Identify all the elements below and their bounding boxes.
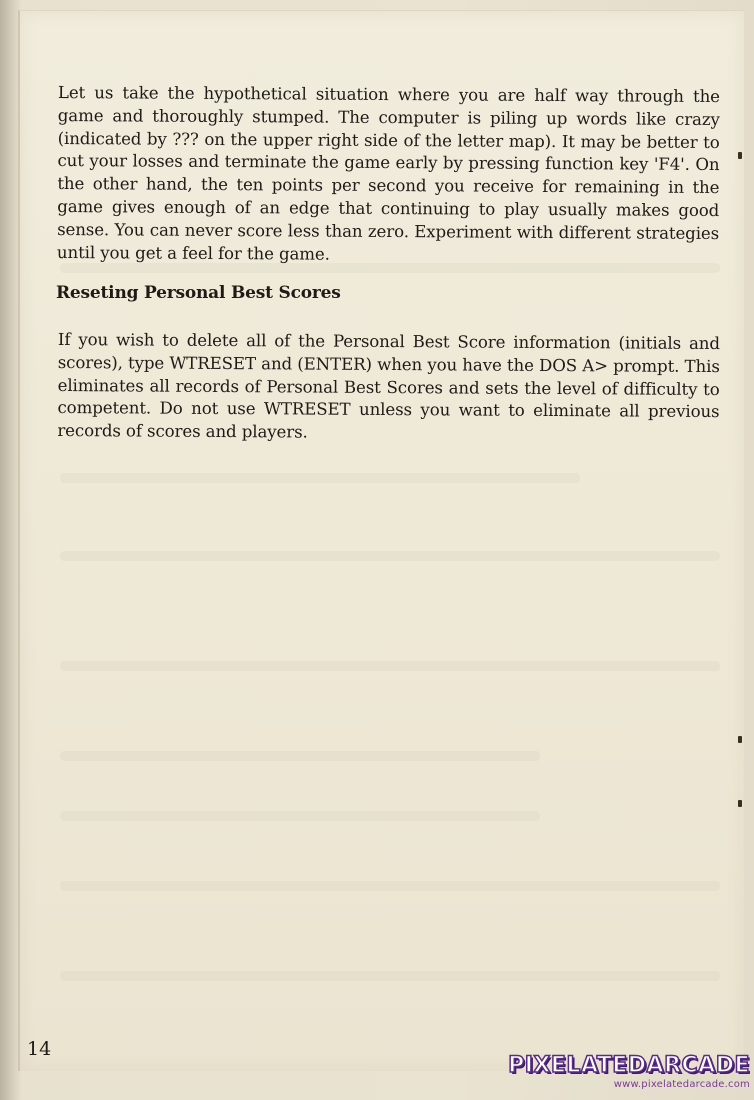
page-number: 14 — [27, 1038, 52, 1060]
binding-mark — [738, 152, 742, 159]
bleed-through-line — [60, 881, 720, 891]
bleed-through-line — [60, 971, 720, 981]
body-paragraph-wtreset: If you wish to delete all of the Personal Best Score information (initials and scores), type WTRESET and (ENTER) when you have the DOS A> prompt. This eliminates all records of Personal Best Scores and sets the level of difficulty to competent. Do not use WTRESET unless you want to eliminate all previous records of scores and players. — [57, 329, 720, 442]
bleed-through-line — [60, 811, 540, 821]
binding-mark — [738, 800, 742, 807]
bleed-through-line — [60, 473, 580, 483]
bleed-through-line — [60, 751, 540, 761]
bleed-through-line — [60, 661, 720, 671]
watermark-url: www.pixelatedarcade.com — [613, 1079, 750, 1090]
binding-mark — [738, 736, 742, 743]
watermark-title: PIXELATEDARCADE — [508, 1053, 750, 1078]
body-paragraph-strategy: Let us take the hypothetical situation where you are half way through the game and thoroughly stumped. The computer is piling up words like crazy (indicated by ??? on the upper right side of the letter map). It may be better to cut your losses and terminate the game early by pressing function key 'F4'. On the other hand, the ten points per second you receive for remaining in the game gives enough of an edge that continuing to play usually makes good sense. You can never score less than zero. Experiment with different strategies until you get a feel for the game. — [56, 82, 720, 264]
bleed-through-line — [60, 551, 720, 561]
watermark-logo — [508, 1055, 750, 1090]
section-heading: Reseting Personal Best Scores — [56, 283, 341, 303]
